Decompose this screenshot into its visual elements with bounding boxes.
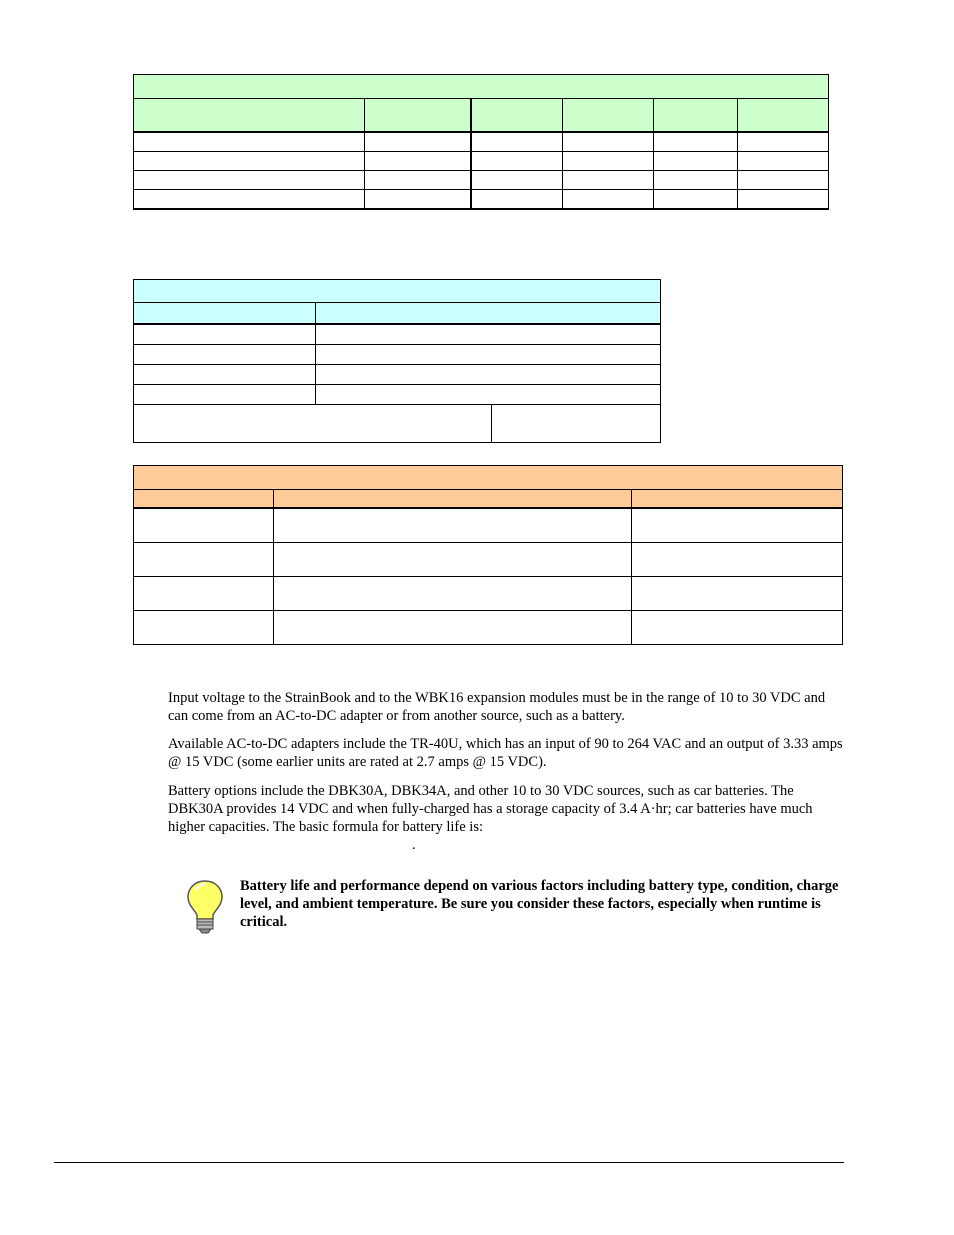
- table-row: [134, 543, 843, 577]
- body-paragraph-adapters: Available AC-to-DC adapters include the TR-40U, which has an input of 90 to 264 VAC and an output of 3.33 amps @ 15 VDC (some earlier units are rated at 2.7 amps @ 15 VDC).: [168, 736, 843, 770]
- table-row: [134, 132, 829, 152]
- formula-placeholder: .: [412, 837, 416, 853]
- table-row: [134, 324, 661, 345]
- table-row: [134, 508, 843, 543]
- power-table-green: [133, 74, 829, 210]
- table-header-row: [134, 490, 843, 509]
- table-row: [134, 190, 829, 210]
- power-table-orange: [133, 465, 843, 645]
- table-title-row: [134, 466, 843, 490]
- table-header-row: [134, 303, 661, 325]
- table-footer-row: [134, 405, 661, 443]
- table-row: [134, 577, 843, 611]
- tip-text: Battery life and performance depend on various factors including battery type, condition, charge level, and ambient temperature. Be sure you consider these factors, especially when runtime is critical.: [240, 878, 839, 930]
- table-row: [134, 611, 843, 645]
- footer-rule: [54, 1162, 844, 1163]
- table-title-row: [134, 75, 829, 99]
- table-row: [134, 152, 829, 171]
- body-paragraph-input-voltage: Input voltage to the StrainBook and to the WBK16 expansion modules must be in the range of 10 to 30 VDC and can come from an AC-to-DC adapter or from another source, such as a battery.: [168, 690, 826, 724]
- table-row: [134, 345, 661, 365]
- table-row: [134, 365, 661, 385]
- table-title-row: [134, 280, 661, 303]
- table-row: [134, 171, 829, 190]
- lightbulb-icon: [184, 878, 226, 936]
- table-row: [134, 385, 661, 405]
- table-header-row: [134, 99, 829, 133]
- body-paragraph-battery-options: Battery options include the DBK30A, DBK34A, and other 10 to 30 VDC sources, such as car batteries. The DBK30A provides 14 VDC and when fully-charged has a storage capacity of 3.4 A·hr; car batteries have much higher capacities. The basic formula for battery life is:: [168, 783, 813, 835]
- power-table-cyan: [133, 279, 661, 443]
